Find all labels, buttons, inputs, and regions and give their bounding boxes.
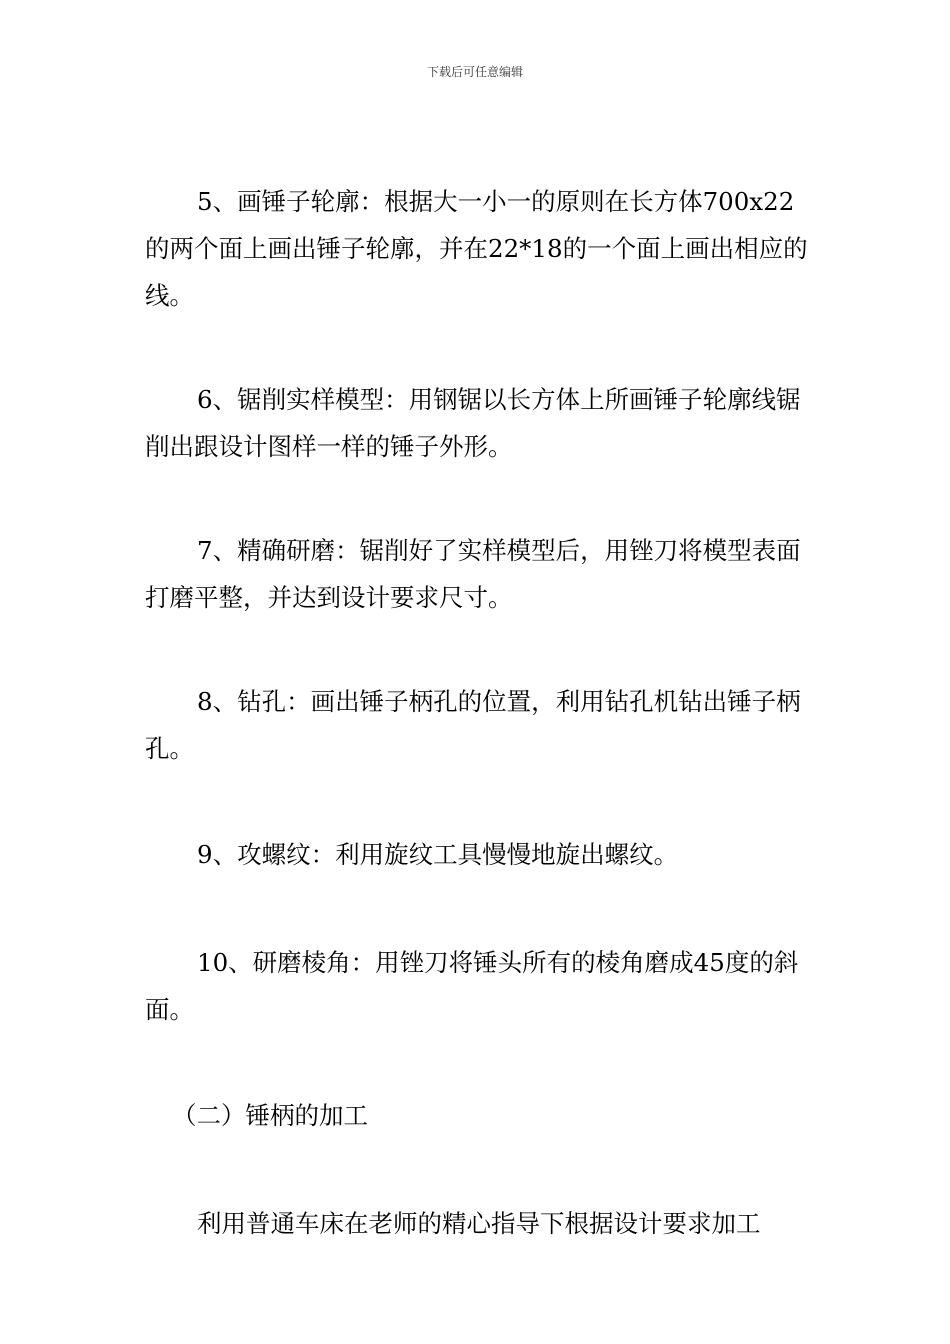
paragraph-gap (145, 319, 810, 376)
step-7-paragraph: 7、精确研磨：锯削好了实样模型后，用锉刀将模型表面打磨平整，并达到设计要求尺寸。 (145, 536, 801, 612)
section-heading-hammer-handle: （二）锤柄的加工 (172, 1101, 368, 1130)
paragraph-gap (145, 878, 810, 939)
paragraph-gap (145, 772, 810, 831)
step-9-paragraph: 9、攻螺纹：利用旋纹工具慢慢地旋出螺纹。 (197, 840, 679, 869)
paragraph-gap (145, 1033, 810, 1092)
step-10-paragraph: 10、研磨棱角：用锉刀将锤头所有的棱角磨成45度的斜面。 (145, 948, 799, 1024)
paragraph-gap (145, 470, 810, 527)
handle-processing-paragraph: 利用普通车床在老师的精心指导下根据设计要求加工 (197, 1209, 761, 1238)
step-5-paragraph: 5、画锤子轮廓：根据大一小一的原则在长方体700x22的两个面上画出锤子轮廓，并在22*18的一个面上画出相应的线。 (145, 187, 808, 310)
page-header-note: 下载后可任意编辑 (426, 65, 523, 79)
document-body (145, 178, 810, 1247)
paragraph-gap (145, 1139, 810, 1200)
step-8-paragraph: 8、钻孔：画出锤子柄孔的位置，利用钻孔机钻出锤子柄孔。 (145, 687, 801, 763)
paragraph-gap (145, 621, 810, 678)
step-6-paragraph: 6、锯削实样模型：用钢锯以长方体上所画锤子轮廓线锯削出跟设计图样一样的锤子外形。 (145, 385, 801, 461)
